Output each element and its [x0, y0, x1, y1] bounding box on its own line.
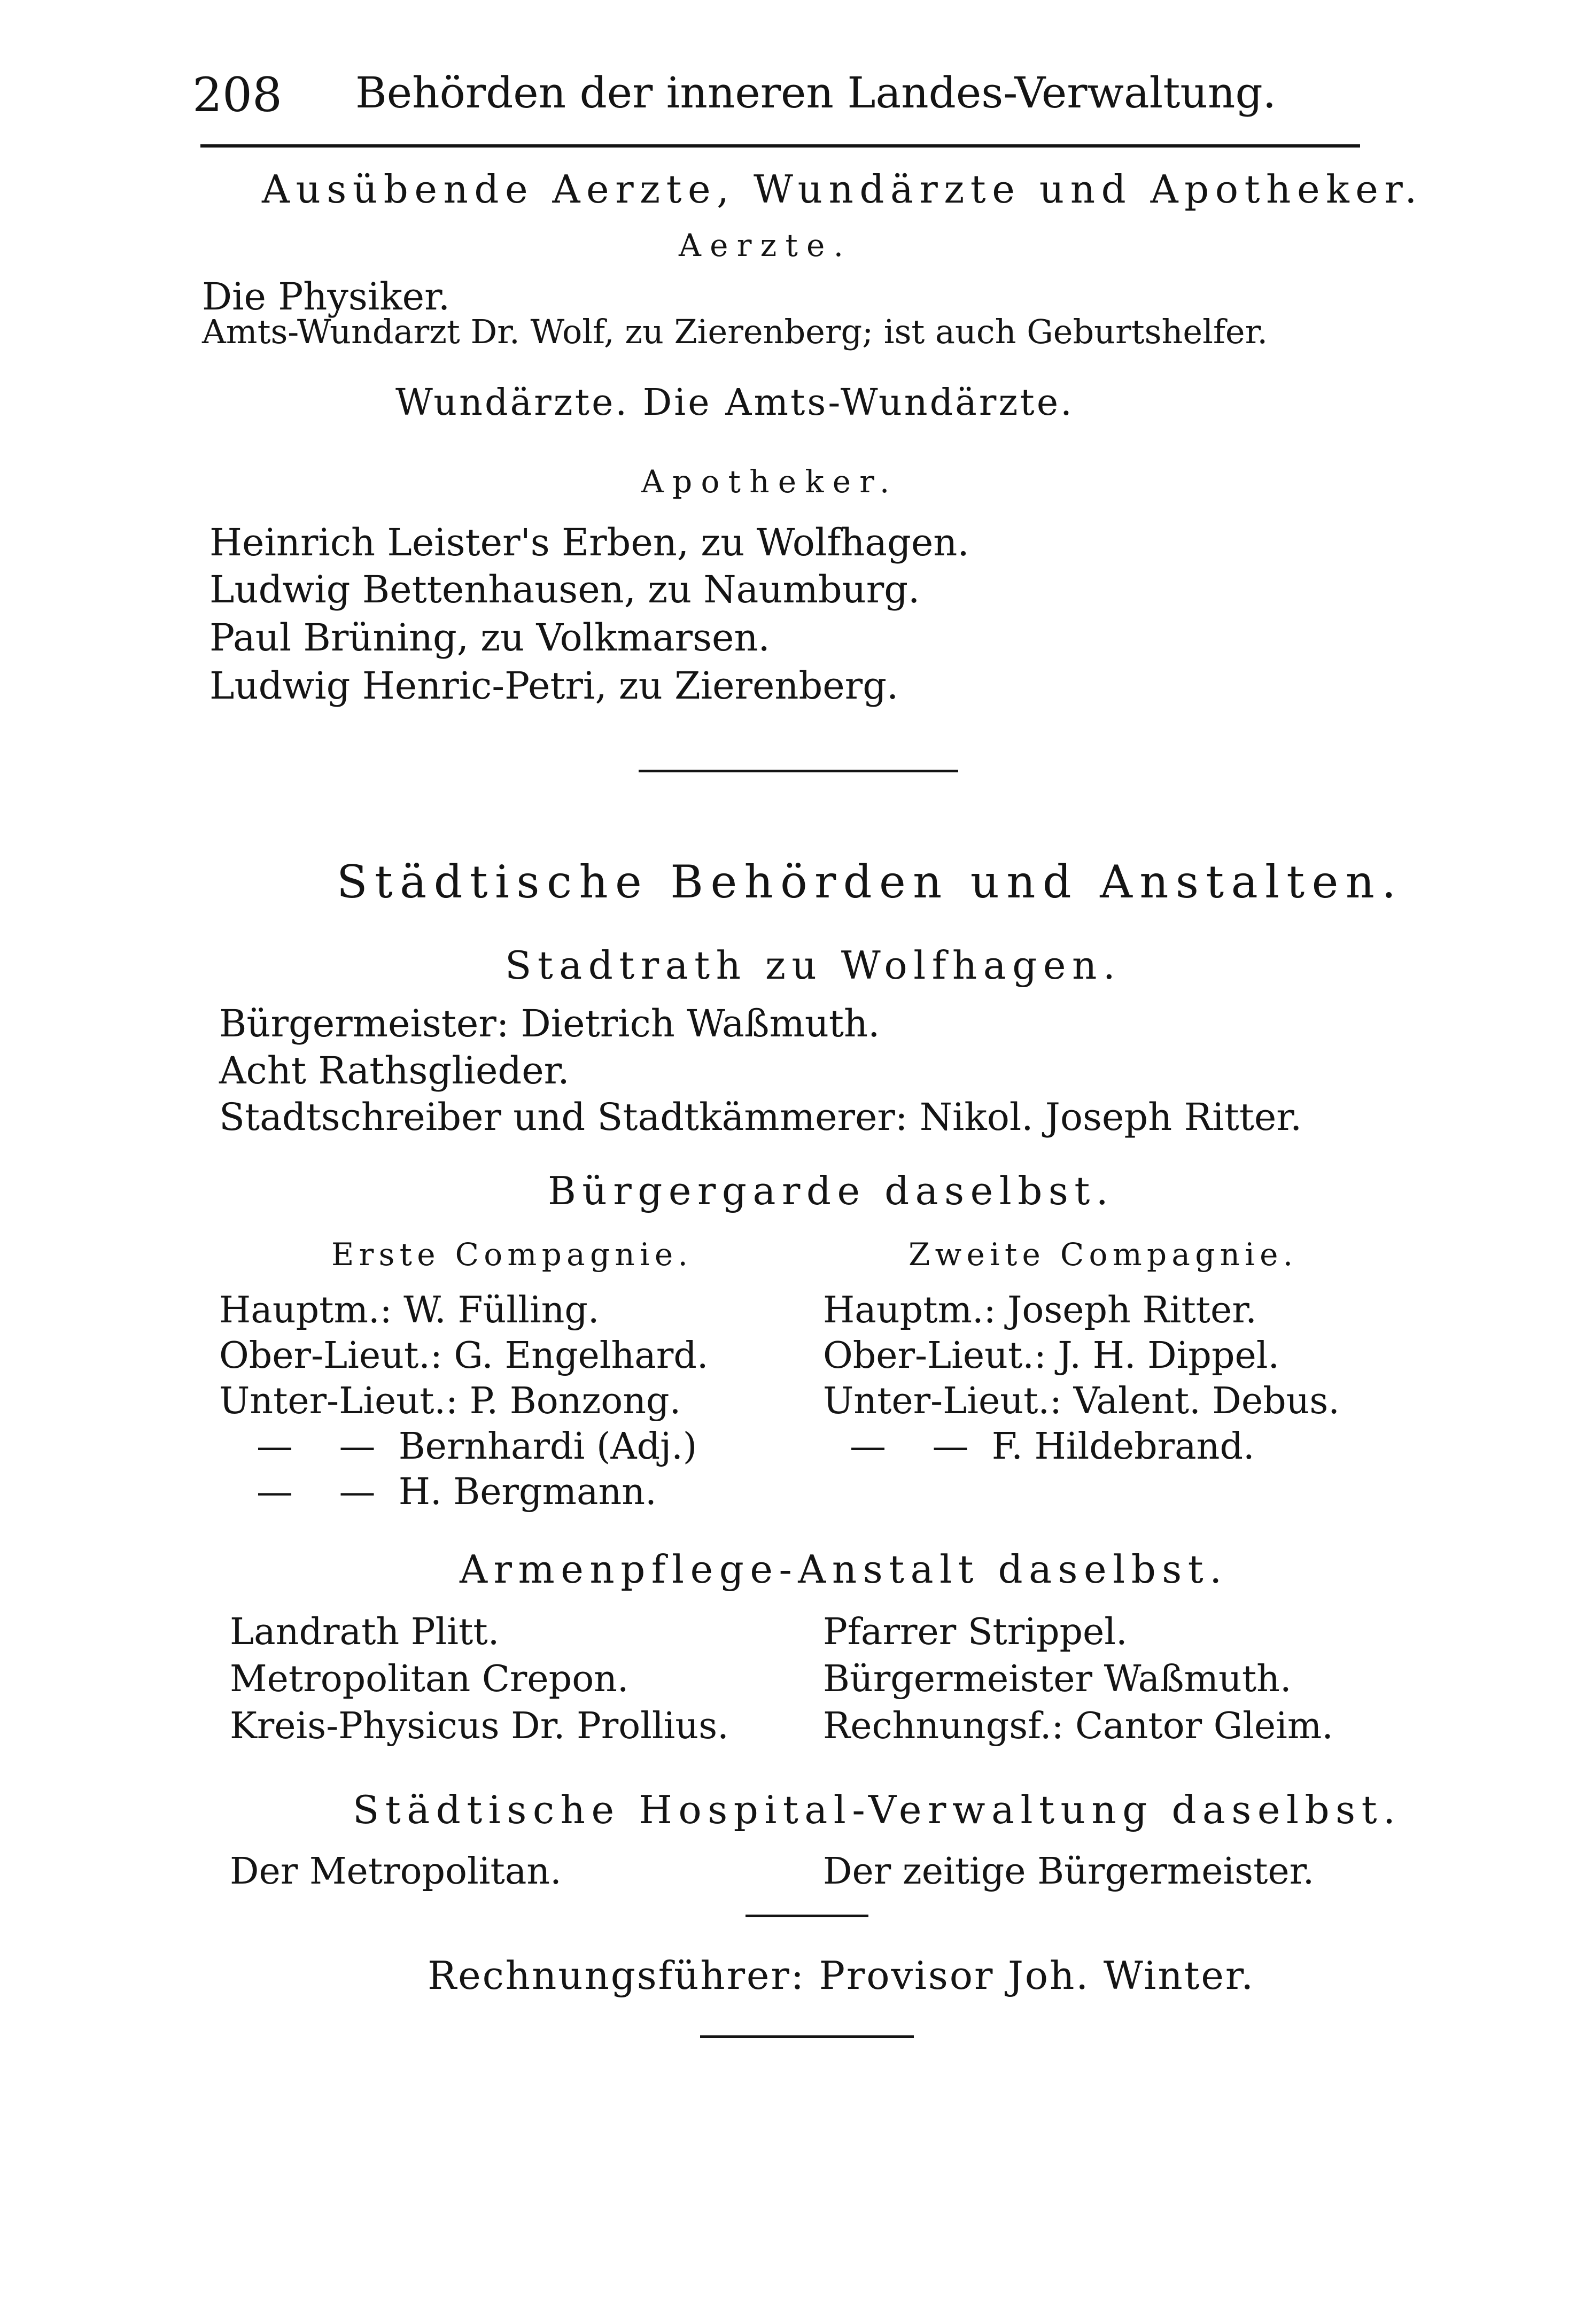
garde-right-entry: Unter-Lieut.: Valent. Debus.	[823, 1380, 1340, 1422]
armenpflege-left-entry: Metropolitan Crepon.	[230, 1658, 629, 1700]
buergergarde-heading: Bürgergarde daselbst.	[548, 1168, 1115, 1213]
armenpflege-heading: Armenpflege-Anstalt daselbst.	[460, 1547, 1228, 1592]
company-heading-second: Zweite Compagnie.	[909, 1236, 1298, 1273]
stadtrath-heading: Stadtrath zu Wolfhagen.	[505, 943, 1122, 988]
hospital-heading: Städtische Hospital-Verwaltung daselbst.	[353, 1787, 1402, 1832]
garde-left-entry: Unter-Lieut.: P. Bonzong.	[219, 1380, 681, 1422]
apotheker-entry: Heinrich Leister's Erben, zu Wolfhagen.	[209, 521, 969, 564]
rechnungsfuehrer-line: Rechnungsführer: Provisor Joh. Winter.	[428, 1953, 1255, 1998]
armenpflege-left-entry: Kreis-Physicus Dr. Prollius.	[230, 1705, 729, 1747]
physiker-line: Die Physiker.	[202, 275, 451, 319]
apotheker-heading: Apotheker.	[641, 463, 898, 500]
garde-right-entry: — — F. Hildebrand.	[850, 1426, 1255, 1468]
hospital-divider	[746, 1915, 868, 1917]
apotheker-entry: Ludwig Bettenhausen, zu Naumburg.	[209, 568, 920, 611]
aerzte-heading: Aerzte.	[679, 227, 852, 264]
practitioners-title: Ausübende Aerzte, Wundärzte und Apotheker.	[262, 167, 1423, 212]
header-rule	[200, 144, 1360, 148]
armenpflege-right-entry: Bürgermeister Waßmuth.	[823, 1658, 1292, 1700]
hospital-right-entry: Der zeitige Bürgermeister.	[823, 1850, 1315, 1893]
armenpflege-right-entry: Pfarrer Strippel.	[823, 1611, 1128, 1653]
amts-wundarzt-line: Amts-Wundarzt Dr. Wolf, zu Zierenberg; ist auch Geburtshelfer.	[202, 312, 1268, 351]
section-divider	[639, 770, 958, 772]
page-number: 208	[192, 67, 282, 122]
garde-left-entry: — — H. Bergmann.	[257, 1471, 657, 1513]
armenpflege-right-entry: Rechnungsf.: Cantor Gleim.	[823, 1705, 1333, 1747]
municipal-title: Städtische Behörden und Anstalten.	[337, 856, 1403, 908]
stadtrath-line: Stadtschreiber und Stadtkämmerer: Nikol. Joseph Ritter.	[219, 1095, 1302, 1139]
garde-left-entry: Ober-Lieut.: G. Engelhard.	[219, 1335, 709, 1377]
garde-right-entry: Ober-Lieut.: J. H. Dippel.	[823, 1335, 1280, 1377]
wundaerzte-line: Wundärzte. Die Amts-Wundärzte.	[395, 382, 1074, 424]
apotheker-entry: Paul Brüning, zu Volkmarsen.	[209, 616, 770, 660]
running-title: Behörden der inneren Landes-Verwaltung.	[355, 68, 1277, 118]
armenpflege-left-entry: Landrath Plitt.	[230, 1611, 500, 1653]
stadtrath-line: Acht Rathsglieder.	[219, 1049, 570, 1093]
apotheker-entry: Ludwig Henric-Petri, zu Zierenberg.	[209, 664, 899, 708]
company-heading-first: Erste Compagnie.	[331, 1236, 693, 1273]
garde-right-entry: Hauptm.: Joseph Ritter.	[823, 1289, 1257, 1331]
garde-left-entry: Hauptm.: W. Fülling.	[219, 1289, 600, 1331]
hospital-left-entry: Der Metropolitan.	[230, 1850, 562, 1893]
stadtrath-line: Bürgermeister: Dietrich Waßmuth.	[219, 1002, 880, 1045]
garde-left-entry: — — Bernhardi (Adj.)	[257, 1426, 697, 1468]
closing-rule	[700, 2035, 914, 2038]
